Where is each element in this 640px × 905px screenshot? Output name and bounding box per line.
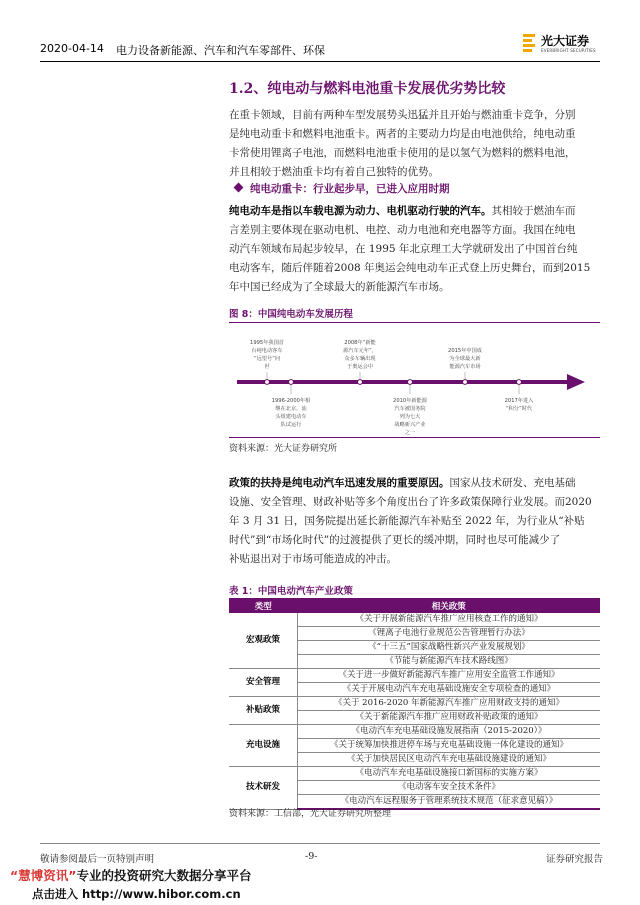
timeline-event-above-label: 2015年中国成 <box>448 348 482 354</box>
paragraph-line: 时代”到“市场化时代”的过渡提供了更长的缓冲期，同时也尽可能减少了 <box>229 534 561 546</box>
timeline-event-below-label: 队试运行 <box>280 422 302 428</box>
watermark-link[interactable]: 点击进入 http://www.hibor.com.cn <box>32 887 241 901</box>
ev-policy-table <box>229 598 600 810</box>
paragraph-line: 设施、安全管理、财政补贴等多个角度出台了许多政策保障行业发展。而2020 <box>229 496 592 508</box>
timeline-event-above-label: 2008年“新能 <box>344 340 376 346</box>
timeline-event-below-label: 列为七大 <box>399 414 421 420</box>
policy-document: 《“十三五”国家战略性新兴产业发展规划》 <box>298 641 601 655</box>
everbright-logo <box>523 32 603 58</box>
paragraph-line: 言差别主要体现在驱动电机、电控、动力电池和充电器等方面。我国在纯电 <box>229 224 576 236</box>
footer-divider <box>40 843 600 844</box>
paragraph-line: 是纯电动重卡和燃料电池重卡。两者的主要动力均是由电池供给，纯电动重 <box>229 128 576 140</box>
watermark-brand: “慧博资讯” <box>10 868 77 883</box>
figure-bottom-rule <box>229 437 600 438</box>
policy-document: 《电动客车安全技术条件》 <box>298 781 601 795</box>
table-source: 资料来源：工信部，光大证券研究所整理 <box>229 809 392 819</box>
table-title: 表 1：中国电动汽车产业政策 <box>229 586 353 597</box>
policy-document: 《关于进一步做好新能源汽车推广应用安全监管工作通知》 <box>298 669 601 683</box>
timeline-event-above-label: 能源汽车市场 <box>449 364 481 370</box>
table-row <box>229 613 600 627</box>
timeline-event-below-label: 头组建电动车 <box>275 414 307 420</box>
policy-document: 《电动汽车充电基础设施发展指南（2015-2020）》 <box>298 725 601 739</box>
policy-category: 充电设施 <box>229 725 298 767</box>
timeline-event-above-label: 众多车辆出现 <box>344 356 376 362</box>
report-sector-title: 电力设备新能源、汽车和汽车零部件、环保 <box>116 44 325 57</box>
report-date: 2020-04-14 <box>40 42 104 55</box>
paragraph-line: 补贴退出对于市场可能造成的冲击。 <box>229 553 397 565</box>
policy-document: 《节能与新能源汽车技术路线图》 <box>298 655 601 669</box>
logo-name: 光大证券 <box>541 34 590 48</box>
table-header-type: 类型 <box>229 598 298 613</box>
subsection-bullet-text: 纯电动重卡：行业起步早，已进入应用时期 <box>250 183 450 195</box>
timeline-event-above-label: 源汽车元年”， <box>343 348 377 354</box>
timeline-event-above-label: 台纯电动客车 <box>251 348 283 354</box>
policy-category: 补贴政策 <box>229 697 298 725</box>
paragraph-line: 并且相较于燃油重卡均有着自己独特的优势。 <box>229 166 439 178</box>
policy-category: 宏观政策 <box>229 613 298 669</box>
table-row <box>229 767 600 781</box>
ev-development-timeline <box>229 324 600 436</box>
table-header-policy: 相关政策 <box>298 598 601 613</box>
policy-document: 《关于开展新能源汽车推广应用核查工作的通知》 <box>298 613 601 627</box>
table-row <box>229 697 600 711</box>
policy-document: 《关于统筹加快推进停车场与充电基础设施一体化建设的通知》 <box>298 739 601 753</box>
timeline-event-above-label: 1995年我国首 <box>250 340 284 346</box>
policy-document: 《锂离子电池行业规范公告管理暂行办法》 <box>298 627 601 641</box>
figure-source: 资料来源：光大证券研究所 <box>229 444 338 454</box>
timeline-node <box>517 380 522 385</box>
paragraph-line: 政策的扶持是纯电动汽车迅速发展的重要原因。国家从技术研发、充电基础 <box>229 477 576 489</box>
section-heading: 1.2、纯电动与燃料电池重卡发展优劣势比较 <box>229 81 506 97</box>
timeline-arrow-icon <box>567 374 585 390</box>
subsection-bullet <box>229 181 450 196</box>
table-row <box>229 725 600 739</box>
timeline-node <box>358 380 363 385</box>
table-row <box>229 669 600 683</box>
watermark-line-1 <box>10 866 251 884</box>
paragraph-line: 电动客车，随后伴随着2008 年奥运会纯电动车正式登上历史舞台，而到2015 <box>229 262 591 274</box>
paragraph-line: 卡常使用锂离子电池，而燃料电池重卡使用的是以氢气为燃料的燃料电池， <box>229 147 576 159</box>
timeline-event-above-label: 世 <box>264 364 270 370</box>
paragraph-line: 年 3 月 31 日，国务院提出延长新能源汽车补贴至 2022 年，为行业从“补贴 <box>229 515 585 527</box>
logo-mark-icon <box>523 34 537 56</box>
figure-title: 图 8：中国纯电动车发展历程 <box>229 309 353 320</box>
policy-document: 《电动汽车远程服务于管理系统技术规范（征求意见稿）》 <box>298 795 601 810</box>
timeline-node <box>289 380 294 385</box>
paragraph-line: 年中国已经成为了全球最大的新能源汽车市场。 <box>229 281 450 293</box>
diamond-bullet-icon <box>234 183 244 193</box>
logo-english: EVERBRIGHT SECURITIES <box>541 48 596 53</box>
timeline-node <box>463 380 468 385</box>
timeline-node <box>265 380 270 385</box>
timeline-event-above-label: 为全球最大新 <box>449 356 481 362</box>
paragraph-lead: 政策的扶持是纯电动汽车迅速发展的重要原因。 <box>229 477 450 489</box>
bev-definition-paragraph <box>229 202 600 297</box>
intro-paragraph <box>229 106 600 182</box>
paragraph-line: 纯电动车是指以车载电源为动力、电机驱动行驶的汽车。其相较于燃油车而 <box>229 205 576 217</box>
policy-document: 《关于 2016-2020 年新能源汽车推广应用财政支持的通知》 <box>298 697 601 711</box>
policy-document: 《关于加快居民区电动汽车充电基础设施建设的通知》 <box>298 753 601 767</box>
timeline-event-below-label: 2010年新能源 <box>393 398 427 404</box>
policy-document: 《电动汽车充电基础设施接口新国标的实施方案》 <box>298 767 601 781</box>
paragraph-line: 动汽车领域布局起步较早，在 1995 年北京理工大学就研发出了中国首台纯 <box>229 243 578 255</box>
policy-paragraph <box>229 474 600 569</box>
timeline-event-below-label: 1996-2000年相 <box>271 398 311 404</box>
policy-category: 安全管理 <box>229 669 298 697</box>
header-divider <box>40 61 600 62</box>
page-number: -9- <box>305 851 318 862</box>
timeline-event-above-label: “远望号”问 <box>253 356 281 362</box>
policy-category: 技术研发 <box>229 767 298 810</box>
watermark-slogan: 专业的投资研究大数据分享平台 <box>76 868 252 883</box>
timeline-event-above-label: 于奥运会中 <box>347 364 373 370</box>
timeline-event-below-label: 之一 <box>404 430 416 436</box>
paragraph-lead: 纯电动车是指以车载电源为动力、电机驱动行驶的汽车。 <box>229 205 492 217</box>
figure-top-rule <box>229 322 600 323</box>
timeline-event-below-label: 2017年进入 <box>504 398 534 404</box>
timeline-event-below-label: “积分”时代 <box>505 406 533 412</box>
timeline-event-below-label: 继在北京，汕 <box>275 406 307 412</box>
paragraph-line: 在重卡领域，目前有两种车型发展势头迅猛并且开始与燃油重卡竞争，分别 <box>229 109 576 121</box>
policy-document: 《关于开展电动汽车充电基础设施安全专项检查的通知》 <box>298 683 601 697</box>
disclaimer-note: 敬请参阅最后一页特别声明 <box>40 854 155 865</box>
report-type: 证券研究报告 <box>546 854 604 865</box>
timeline-node <box>408 380 413 385</box>
policy-document: 《关于新能源汽车推广应用财政补贴政策的通知》 <box>298 711 601 725</box>
timeline-event-below-label: 战略新兴产业 <box>394 422 426 428</box>
timeline-event-below-label: 汽车被国务院 <box>394 406 426 412</box>
